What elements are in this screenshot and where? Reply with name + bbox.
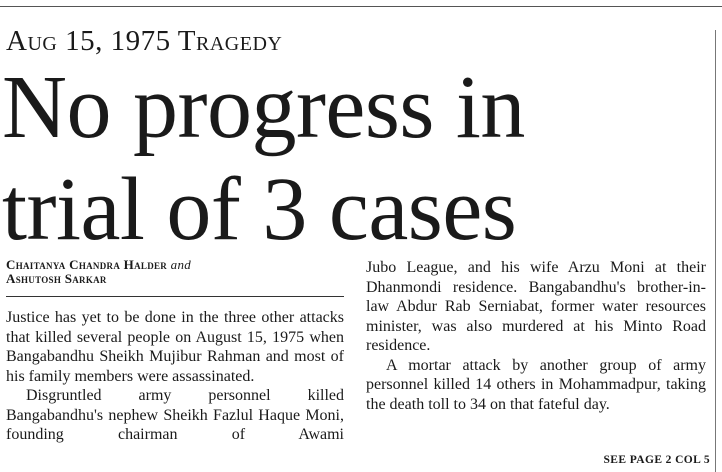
column-rule [715, 30, 716, 472]
byline-conjunction: and [170, 257, 192, 272]
headline-line-2: trial of 3 cases [2, 160, 517, 259]
article-column-1 [6, 308, 344, 445]
headline-line-1: No progress in [2, 58, 525, 157]
byline-author-1: Chaitanya Chandra Halder [6, 257, 168, 272]
paragraph: Disgruntled army personnel killed Bangabandhu's nephew Sheikh Fazlul Haque Moni, founding chairman of Awami [6, 387, 344, 443]
paragraph: Justice has yet to be done in the three other attacks that killed several people on August 15, 1975 when Bangabandhu Sheikh Mujibur Rahman and most of his family members were assassinated. [6, 309, 344, 385]
byline-rule [6, 296, 344, 297]
top-rule [0, 6, 722, 7]
article-column-2 [366, 258, 706, 414]
kicker: Aug 15, 1975 Tragedy [6, 25, 283, 57]
jump-line: SEE PAGE 2 COL 5 [603, 454, 710, 466]
byline [6, 258, 336, 286]
paragraph: A mortar attack by another group of army personnel killed 14 others in Mohammadpur, taking the death toll to 34 on that fateful day. [366, 356, 706, 413]
byline-author-2: Ashutosh Sarkar [6, 271, 107, 286]
paragraph: Jubo League, and his wife Arzu Moni at their Dhanmondi residence. Bangabandhu's brother-in-law Abdur Rab Serniabat, former water resources minister, was also murdered at his Minto Road residence. [366, 259, 706, 354]
headline [2, 57, 714, 261]
